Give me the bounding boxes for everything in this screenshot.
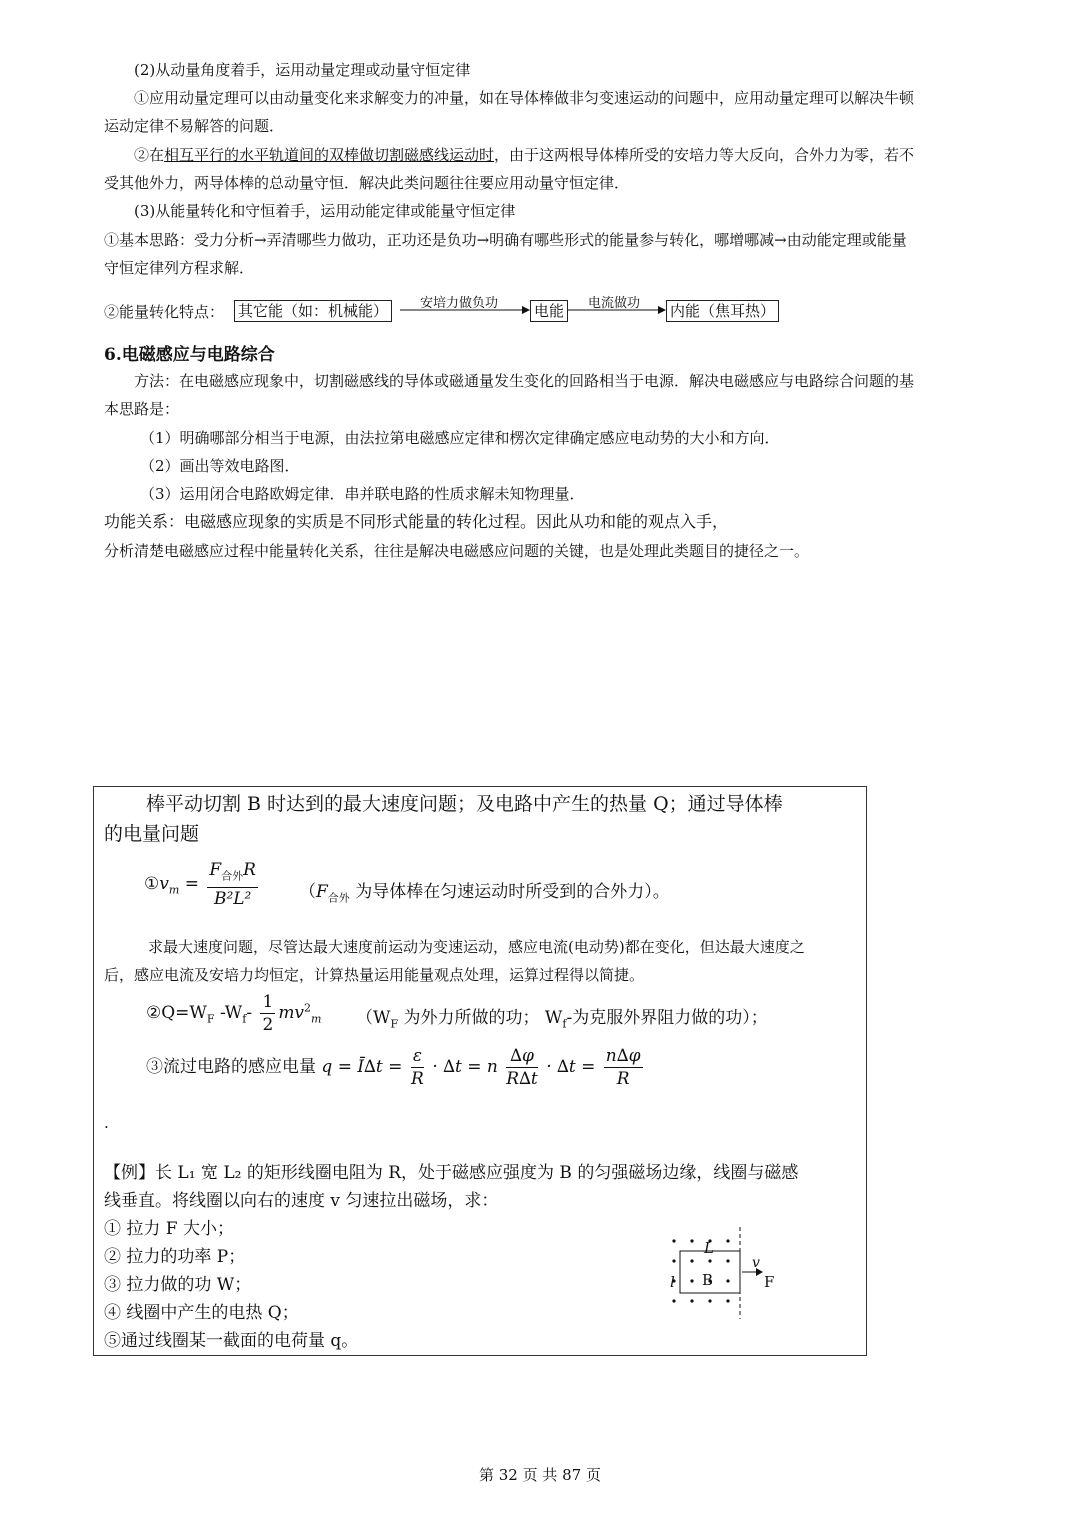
example-line: 线垂直。将线圈以向右的速度 v 匀速拉出磁场，求： bbox=[104, 1191, 499, 1211]
label-length: L bbox=[704, 1239, 714, 1257]
formula-note bbox=[356, 1003, 768, 1030]
text-line: （2）画出等效电路图． bbox=[140, 457, 300, 475]
paragraph: 后，感应电流及安培力均恒定，计算热量运用能量观点处理，运算过程得以简捷。 bbox=[104, 966, 645, 984]
formula-den: R bbox=[410, 1069, 424, 1089]
text-line: （3）运用闭合电路欧姆定律．串并联电路的性质求解未知物理量． bbox=[140, 485, 585, 503]
label-width: l bbox=[670, 1273, 675, 1291]
fraction bbox=[207, 859, 258, 910]
formula-number: ① bbox=[144, 874, 160, 895]
formula-num: 1 bbox=[262, 992, 274, 1012]
paragraph: 求最大速度问题，尽管达最大速度前运动为变速运动，感应电流(电动势)都在变化，但达最大速度之 bbox=[148, 938, 805, 956]
text-line: ①基本思路：受力分析→弄清哪些力做功，正功还是负功→明确有哪些形式的能量参与转化，哪增哪减→由动能定理或能量 bbox=[104, 231, 907, 249]
formula-var: v bbox=[159, 874, 169, 895]
example-line: 【例】长 L₁ 宽 L₂ 的矩形线圈电阻为 R，处于磁感应强度为 B 的匀强磁场边缘，线圈与磁感 bbox=[104, 1163, 799, 1183]
note-text: 为外力所做的功； W bbox=[398, 1008, 563, 1028]
section-heading: 6.电磁感应与电路综合 bbox=[104, 345, 275, 365]
box-title: 棒平动切割 B 时达到的最大速度问题；及电路中产生的热量 Q；通过导体棒 bbox=[146, 793, 783, 815]
fraction bbox=[506, 1045, 538, 1090]
formula-sub: m bbox=[311, 1012, 322, 1026]
note-text: -为克服外界阻力做的功）； bbox=[566, 1008, 768, 1028]
formula-text: · ∆t = n bbox=[432, 1057, 498, 1077]
formula-text: ③流过电路的感应电量 bbox=[146, 1057, 316, 1077]
flow-box-mechanical: 其它能（如：机械能） bbox=[234, 300, 392, 322]
formula-sub: F bbox=[390, 1017, 399, 1031]
formula-den: R bbox=[616, 1069, 630, 1089]
formula-var: F bbox=[209, 860, 222, 880]
formula-num: ε bbox=[412, 1046, 422, 1066]
formula-text: ②Q=W bbox=[146, 1003, 207, 1023]
formula-den: 2 bbox=[262, 1015, 274, 1035]
formula-note bbox=[299, 877, 670, 905]
question-item: ⑤通过线圈某一截面的电荷量 q。 bbox=[104, 1331, 359, 1351]
dot: . bbox=[104, 1114, 109, 1132]
formula-heat bbox=[146, 991, 321, 1036]
arrow-icon bbox=[400, 304, 530, 316]
coil-diagram bbox=[664, 1225, 794, 1321]
coil-figure bbox=[664, 1225, 794, 1321]
formula-var: R bbox=[243, 860, 256, 880]
text-line: (2)从动量角度着手，运用动量定理或动量守恒定律 bbox=[134, 61, 471, 79]
formula-sub: f bbox=[242, 1012, 247, 1026]
arrow-icon bbox=[568, 304, 666, 316]
formula-text: · ∆t = bbox=[546, 1057, 596, 1077]
question-item: ③ 拉力做的功 W； bbox=[104, 1275, 252, 1295]
question-item: ② 拉力的功率 P； bbox=[104, 1247, 246, 1267]
label-velocity: v bbox=[752, 1255, 760, 1271]
page-footer: 第 32 页 共 87 页 bbox=[478, 1466, 601, 1484]
text-line: 分析清楚电磁感应过程中能量转化关系，往往是解决电磁感应问题的关键，也是处理此类题目的捷径之一。 bbox=[104, 542, 810, 560]
flow-arrow-label: 安培力做负功 bbox=[420, 296, 499, 311]
text-line: 运动定律不易解答的问题． bbox=[104, 117, 285, 135]
label-field: B bbox=[702, 1271, 714, 1289]
formula-sub: m bbox=[168, 883, 180, 897]
text-line: （1）明确哪部分相当于电源，由法拉第电磁感应定律和楞次定律确定感应电动势的大小和方向． bbox=[140, 429, 780, 447]
formula-max-velocity bbox=[144, 859, 261, 910]
formula-charge bbox=[146, 1045, 646, 1090]
formula-var: F bbox=[316, 882, 328, 902]
text-span: ，由于这两根导体棒所受的安培力等大反向，合外力为零，若不 bbox=[494, 146, 915, 164]
formula-text: - bbox=[246, 1003, 253, 1023]
box-title: 的电量问题 bbox=[104, 823, 200, 845]
text-line bbox=[134, 145, 914, 165]
text-line: 受其他外力，两导体棒的总动量守恒．解决此类问题往往要应用动量守恒定律． bbox=[104, 174, 630, 192]
formula-text: -W bbox=[214, 1003, 243, 1023]
fraction bbox=[260, 991, 275, 1036]
flow-arrow-label: 电流做功 bbox=[588, 296, 641, 311]
label-force: F bbox=[764, 1273, 775, 1291]
formula-num: n∆φ bbox=[605, 1046, 641, 1066]
formula-sub: 合外 bbox=[221, 869, 244, 883]
formula-sub: 合外 bbox=[327, 891, 350, 905]
flow-label: ②能量转化特点： bbox=[104, 303, 225, 321]
flow-box-electric: 电能 bbox=[530, 300, 568, 322]
question-item: ① 拉力 F 大小； bbox=[104, 1219, 235, 1239]
formula-sup: 2 bbox=[304, 1001, 312, 1015]
note-text: （ bbox=[299, 882, 316, 902]
text-line: (3)从能量转化和守恒着手，运用动能定律或能量守恒定律 bbox=[134, 202, 516, 220]
summary-box bbox=[93, 786, 867, 1356]
note-text: 为导体棒在匀速运动时所受到的合外力）。 bbox=[349, 882, 670, 902]
fraction bbox=[604, 1045, 643, 1090]
text-line: 本思路是： bbox=[104, 400, 180, 418]
formula-sub: F bbox=[206, 1012, 215, 1026]
note-text: （W bbox=[356, 1008, 391, 1028]
text-line: 方法：在电磁感应现象中，切割磁感线的导体或磁通量发生变化的回路相当于电源．解决电磁感应与电路综合问题的基 bbox=[134, 372, 915, 390]
formula-text: q = Ī∆t = bbox=[321, 1057, 403, 1077]
text-span: ②在 bbox=[134, 146, 165, 164]
underlined-text: 相互平行的水平轨道间的双棒做切割磁感线运动时 bbox=[164, 146, 495, 164]
formula-den: B²L² bbox=[213, 889, 252, 910]
formula-var: mv bbox=[278, 1003, 305, 1023]
formula-sub: f bbox=[562, 1017, 567, 1031]
question-item: ④ 线圈中产生的电热 Q； bbox=[104, 1303, 299, 1323]
formula-den: R∆t bbox=[506, 1069, 538, 1089]
text-line: 守恒定律列方程求解． bbox=[104, 259, 255, 277]
fraction bbox=[411, 1045, 424, 1090]
flow-box-heat: 内能（焦耳热） bbox=[666, 300, 779, 322]
formula-eq: = bbox=[184, 874, 199, 895]
text-line: 功能关系：电磁感应现象的实质是不同形式能量的转化过程。因此从功和能的观点入手， bbox=[104, 512, 729, 531]
formula-num: ∆φ bbox=[506, 1045, 538, 1068]
text-line: ①应用动量定理可以由动量变化来求解变力的冲量，如在导体棒做非匀变速运动的问题中，应用动量定理可以解决牛顿 bbox=[134, 89, 915, 107]
energy-flow bbox=[104, 296, 804, 326]
